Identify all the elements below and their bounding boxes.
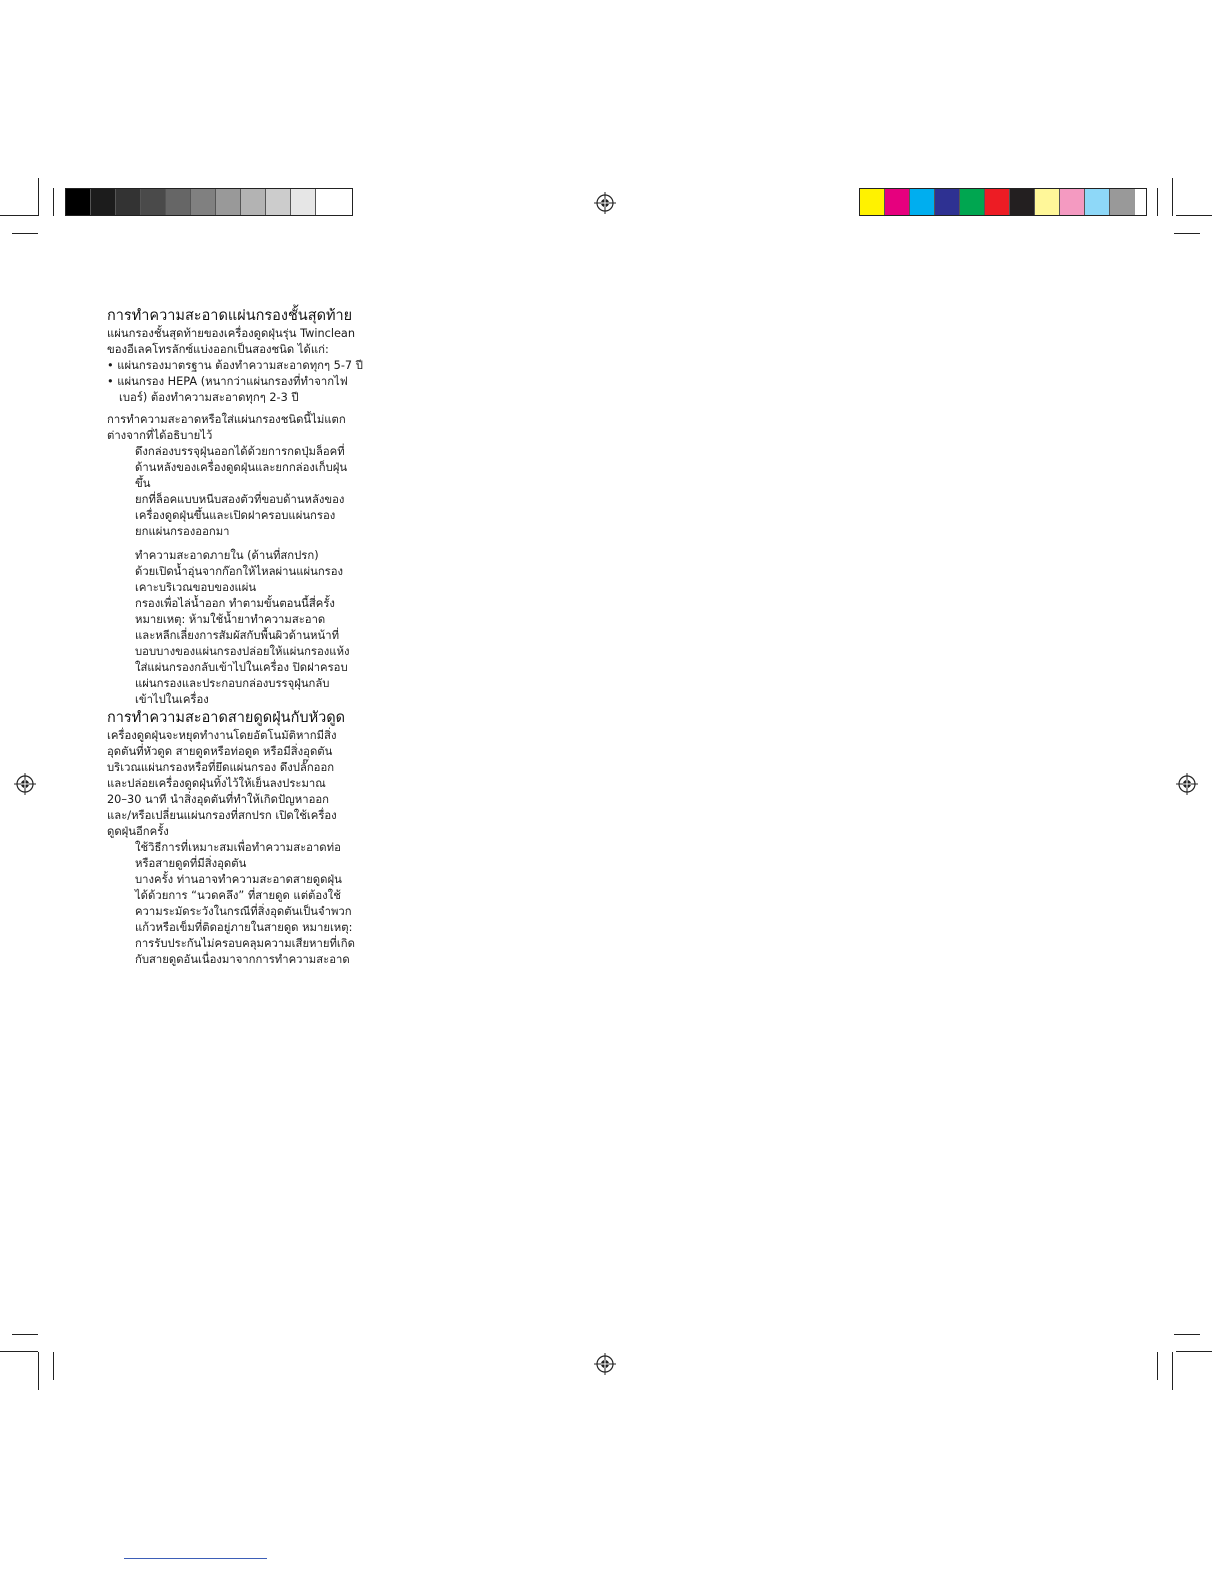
text-line: บริเวณแผ่นกรองหรือที่ยึดแผ่นกรอง ดึงปลั๊กออก [107,761,335,774]
gray-swatch [216,189,241,215]
text-line: การทำความสะอาดหรือใส่แผ่นกรองชนิดนี้ไม่แตก [107,413,346,426]
gray-swatch [116,189,141,215]
text-line: แผ่นกรองชั้นสุดท้ายของเครื่องดูดฝุ่นรุ่น Twinclean [107,327,356,340]
text-line: ดูดฝุ่นอีกครั้ง [107,825,169,838]
crop-mark-bottom-right-v [1172,1352,1173,1390]
color-swatch [935,189,960,215]
text-line: 20–30 นาที นำสิ่งอุดตันที่ทำให้เกิดปัญหาออก [107,793,329,806]
step-line: กับสายดูดอันเนื่องมาจากการทำความสะอาด [135,953,350,966]
crop-mark-top-left-v2 [53,188,54,216]
list-item-continued: เบอร์) ต้องทำความสะอาดทุกๆ 2-3 ปี [119,391,299,404]
step-line: ใช้วิธีการที่เหมาะสมเพื่อทำความสะอาดท่อ [135,841,341,854]
step-line: ด้านหลังของเครื่องดูดฝุ่นและยกกล่องเก็บฝุ่น [135,461,348,474]
step-line: ใส่แผ่นกรองกลับเข้าไปในเครื่อง ปิดฝาครอบ [135,661,348,674]
color-swatch [910,189,935,215]
hose-cleaning-heading: การทำความสะอาดสายดูดฝุ่นกับหัวดูด [107,710,346,726]
registration-mark-icon [14,773,36,795]
crop-mark-top-right-v [1172,178,1173,216]
hose-steps [107,840,392,968]
crop-mark-top-left-h2 [12,233,38,234]
filter-type-list [107,358,392,406]
gray-swatch [166,189,191,215]
crop-mark-top-right-h2 [1174,233,1200,234]
gray-swatch [91,189,116,215]
crop-mark-bottom-right-v2 [1157,1352,1158,1380]
step-line: เข้าไปในเครื่อง [135,693,209,706]
color-swatch [1110,189,1135,215]
filter-steps-removal [107,444,392,540]
text-line: อุดตันที่หัวดูด สายดูดหรือท่อดูด หรือมีสิ่งอุดตัน [107,745,333,758]
text-line: และปล่อยเครื่องดูดฝุ่นทิ้งไว้ให้เย็นลงประมาณ [107,777,326,790]
crop-mark-bottom-right-h [1174,1334,1200,1335]
color-swatch [1085,189,1110,215]
step-line: ความระมัดระวังในกรณีที่สิ่งอุดตันเป็นจำพวก [135,905,352,918]
crop-mark-top-left-v [38,178,39,216]
text-line: เครื่องดูดฝุ่นจะหยุดทำงานโดยอัตโนมัติหากมีสิ่ง [107,729,337,742]
filter-note [107,412,392,444]
registration-mark-icon [594,192,616,214]
step-line: หมายเหตุ: ห้ามใช้น้ำยาทำความสะอาด [135,613,326,626]
footer-rule [124,1558,267,1559]
crop-mark-bottom-left-v2 [53,1352,54,1380]
step-line: แก้วหรือเข็มที่ติดอยู่ภายในสายดูด หมายเหตุ: [135,921,353,934]
step-line: และหลีกเลี่ยงการสัมผัสกับพื้นผิวด้านหน้าที่ [135,629,340,642]
step-line: แผ่นกรองและประกอบกล่องบรรจุฝุ่นกลับ [135,677,330,690]
gray-swatch [191,189,216,215]
step-line: เคาะบริเวณขอบของแผ่น [135,581,257,594]
registration-mark-icon [1176,773,1198,795]
step-line: บางครั้ง ท่านอาจทำความสะอาดสายดูดฝุ่น [135,873,342,886]
gray-swatch [266,189,291,215]
gray-swatch [141,189,166,215]
step-line: ด้วยเปิดน้ำอุ่นจากก๊อกให้ไหลผ่านแผ่นกรอง [135,565,344,578]
step-line: กรองเพื่อไล่น้ำออก ทำตามขั้นตอนนี้สี่ครั้ง [135,597,335,610]
gray-swatch [291,189,316,215]
list-item: • แผ่นกรอง HEPA (หนากว่าแผ่นกรองที่ทำจากไฟ [107,375,348,388]
color-swatch [1010,189,1035,215]
filter-steps-washing [107,548,392,708]
filter-intro [107,326,392,358]
color-swatch [985,189,1010,215]
hose-intro [107,728,392,840]
color-swatch [1035,189,1060,215]
manual-text-column [107,306,392,968]
color-swatch [1060,189,1085,215]
step-line: ยกที่ล็อคแบบหนีบสองตัวที่ขอบด้านหลังของ [135,493,345,506]
crop-mark-bottom-left-h [12,1334,38,1335]
step-line: ยกแผ่นกรองออกมา [135,525,230,538]
crop-mark-top-right-h [1176,215,1212,216]
color-swatch [860,189,885,215]
text-line: ต่างจากที่ได้อธิบายไว้ [107,429,213,442]
gray-swatch [66,189,91,215]
step-line: การรับประกันไม่ครอบคลุมความเสียหายที่เกิด [135,937,355,950]
list-item: • แผ่นกรองมาตรฐาน ต้องทำความสะอาดทุกๆ 5-7 ปี [107,359,363,372]
step-line: ขึ้น [135,477,151,490]
crop-mark-top-right-v2 [1157,188,1158,216]
text-line: และ/หรือเปลี่ยนแผ่นกรองที่สกปรก เปิดใช้เครื่อง [107,809,337,822]
crop-mark-bottom-left-h2 [0,1351,38,1352]
step-line: เครื่องดูดฝุ่นขึ้นและเปิดฝาครอบแผ่นกรอง [135,509,336,522]
crop-mark-bottom-left-v [38,1352,39,1390]
color-swatch [960,189,985,215]
step-line: ทำความสะอาดภายใน (ด้านที่สกปรก) [135,549,319,562]
crop-mark-bottom-right-h2 [1176,1351,1212,1352]
gray-scale-bar [65,188,353,216]
color-swatch [885,189,910,215]
step-line: บอบบางของแผ่นกรองปล่อยให้แผ่นกรองแห้ง [135,645,350,658]
crop-mark-top-left-h [0,215,38,216]
step-line: ดึงกล่องบรรจุฝุ่นออกได้ด้วยการกดปุ่มล็อคที่ [135,445,345,458]
filter-cleaning-heading: การทำความสะอาดแผ่นกรองชั้นสุดท้าย [107,308,353,324]
step-line: ได้ด้วยการ “นวดคลึง” ที่สายดูด แต่ต้องใช้ [135,889,341,902]
registration-mark-icon [594,1353,616,1375]
gray-swatch [241,189,266,215]
gray-swatch [316,189,341,215]
color-calibration-bar [859,188,1147,216]
step-line: หรือสายดูดที่มีสิ่งอุดตัน [135,857,247,870]
text-line: ของอีเลคโทรลักซ์แบ่งออกเป็นสองชนิด ได้แก่: [107,343,329,356]
